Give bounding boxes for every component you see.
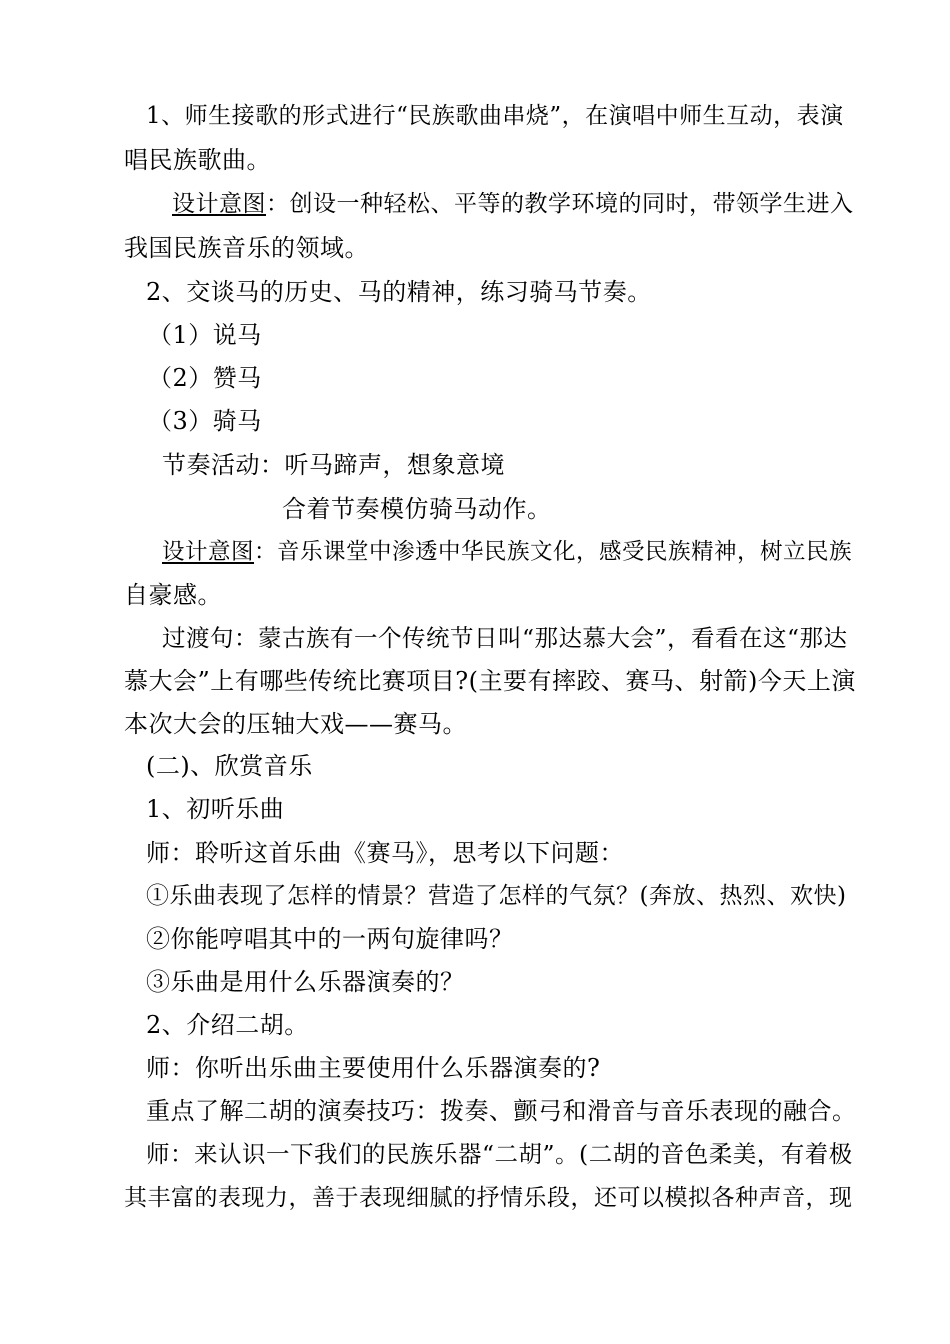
design-intent-text: ：音乐课堂中渗透中华民族文化，感受民族精神，树立民族 <box>254 539 853 565</box>
list-item: （1）说马 <box>148 321 262 349</box>
design-intent-text: ：创设一种轻松、平等的教学环境的同时，带领学生进入 <box>266 191 854 217</box>
list-item: （2）赞马 <box>148 364 262 392</box>
design-intent-label: 设计意图 <box>172 191 266 217</box>
paragraph-line: 自豪感。 <box>124 581 222 609</box>
paragraph-line: 我国民族音乐的领域。 <box>124 234 369 262</box>
paragraph-line: 重点了解二胡的演奏技巧：拨奏、颤弓和滑音与音乐表现的融合。 <box>146 1097 857 1125</box>
list-item: ①乐曲表现了怎样的情景？营造了怎样的气氛？(奔放、热烈、欢快) <box>146 883 847 909</box>
paragraph-line: 合着节奏模仿骑马动作。 <box>282 495 552 523</box>
paragraph-line: 本次大会的压轴大戏——赛马。 <box>124 710 467 738</box>
paragraph-line: 师：来认识一下我们的民族乐器“二胡”。(二胡的音色柔美，有着极 <box>146 1140 853 1168</box>
paragraph-line: 节奏活动：听马蹄声，想象意境 <box>162 451 505 479</box>
paragraph-line: 师：你听出乐曲主要使用什么乐器演奏的? <box>146 1054 601 1082</box>
paragraph-line: 1、初听乐曲 <box>146 795 285 823</box>
paragraph-line: 其丰富的表现力，善于表现细腻的抒情乐段，还可以模拟各种声音，现 <box>124 1185 853 1211</box>
paragraph-line: 过渡句：蒙古族有一个传统节日叫“那达慕大会”，看看在这“那达 <box>162 624 848 652</box>
design-intent-paragraph <box>162 537 856 567</box>
paragraph-line: 唱民族歌曲。 <box>124 146 271 174</box>
paragraph-line: 师：聆听这首乐曲《赛马》，思考以下问题： <box>146 839 624 867</box>
paragraph-line: 2、介绍二胡。 <box>146 1011 309 1039</box>
list-item: （3）骑马 <box>148 407 262 435</box>
design-intent-label: 设计意图 <box>162 539 255 565</box>
section-heading: (二)、欣赏音乐 <box>146 752 313 780</box>
design-intent-paragraph <box>172 189 856 219</box>
list-item: ②你能哼唱其中的一两句旋律吗？ <box>146 925 514 953</box>
paragraph-line: 1、师生接歌的形式进行“民族歌曲串烧”，在演唱中师生互动，表演 <box>146 103 844 129</box>
list-item: ③乐曲是用什么乐器演奏的？ <box>146 968 465 996</box>
paragraph-line: 2、交谈马的历史、马的精神，练习骑马节奏。 <box>146 278 652 306</box>
paragraph-line: 慕大会”上有哪些传统比赛项目?(主要有摔跤、赛马、射箭)今天上演 <box>124 667 856 695</box>
